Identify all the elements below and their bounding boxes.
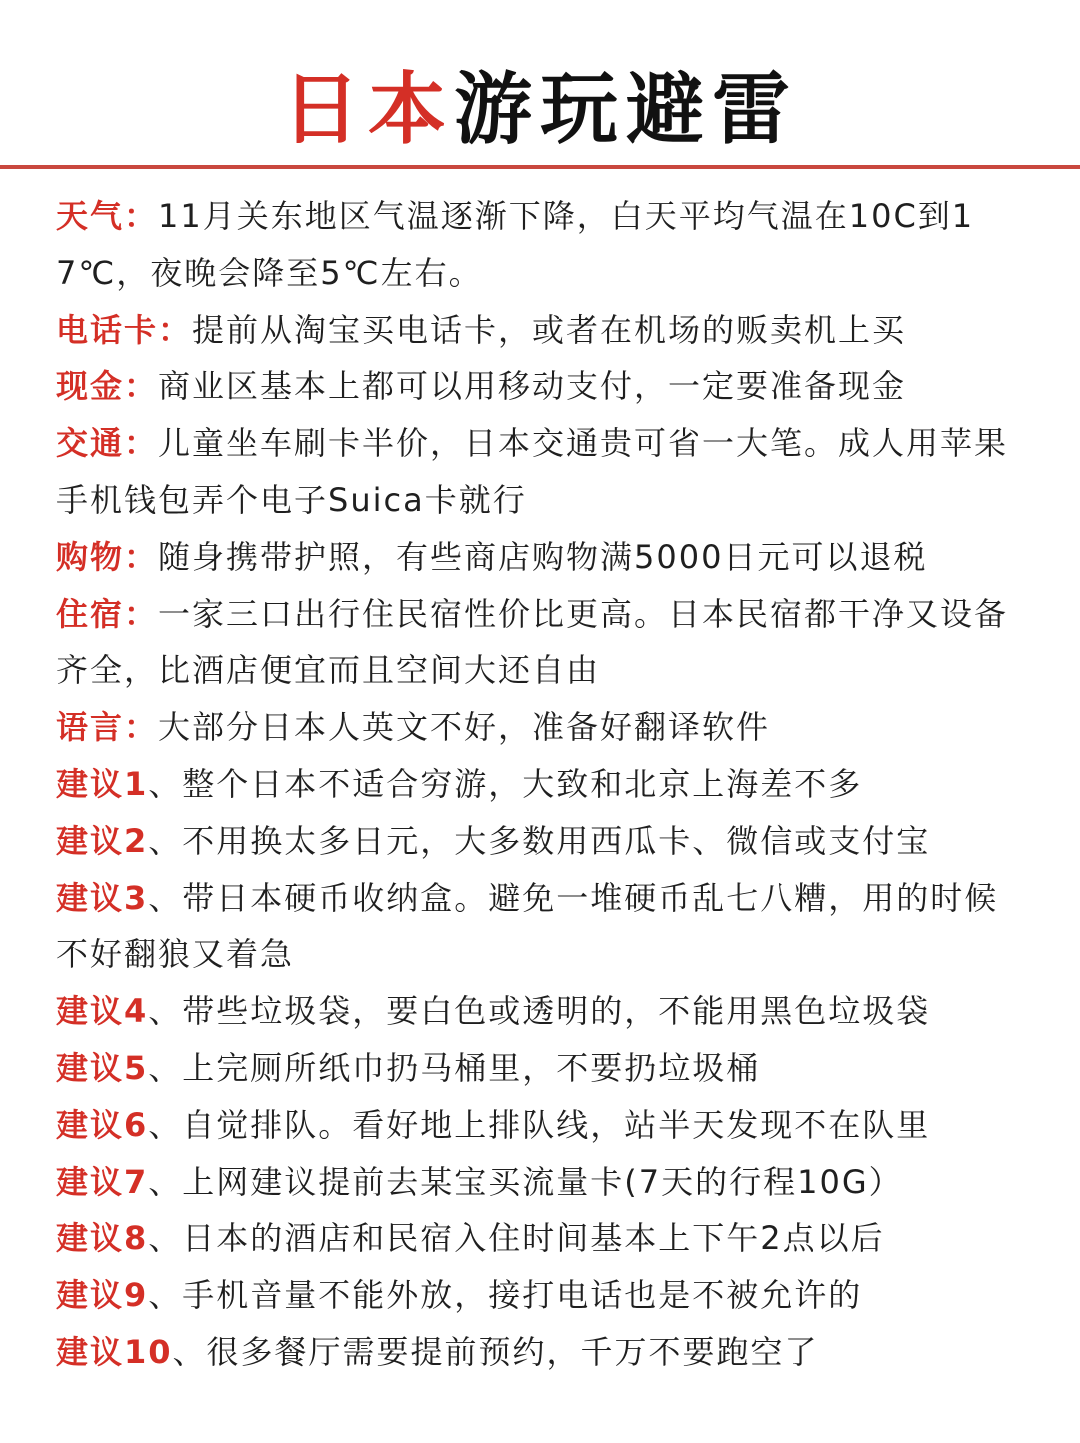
- tip-label: 建议4: [56, 992, 149, 1031]
- tip-weather: [56, 188, 1028, 302]
- tip-text: 、自觉排队。看好地上排队线，站半天发现不在队里: [148, 1105, 931, 1144]
- tip-label: 建议1: [56, 764, 149, 803]
- tip-text: 、很多餐厅需要提前预约，千万不要跑空了: [172, 1332, 819, 1371]
- title-rest: 游玩避雷: [454, 65, 799, 155]
- tip-label: 建议2: [56, 821, 149, 860]
- suggestion-8: [56, 1210, 1028, 1267]
- suggestion-5: [56, 1040, 1028, 1097]
- tip-label: 天气：: [56, 197, 159, 235]
- tip-text: 、手机音量不能外放，接打电话也是不被允许的: [148, 1276, 863, 1315]
- tip-cash: [56, 358, 1028, 415]
- tip-label: 建议5: [56, 1048, 149, 1087]
- suggestion-1: [56, 756, 1028, 813]
- tip-label: 建议8: [56, 1219, 149, 1258]
- tip-lodging: [56, 586, 1028, 700]
- tip-label: 住宿：: [56, 594, 159, 633]
- tip-label: 建议3: [56, 878, 149, 917]
- tip-text: 、整个日本不适合穷游，大致和北京上海差不多: [148, 764, 863, 803]
- suggestion-6: [56, 1097, 1028, 1154]
- tip-text: 、上完厕所纸巾扔马桶里，不要扔垃圾桶: [148, 1048, 761, 1087]
- tip-shopping: [56, 529, 1028, 586]
- title-divider: [0, 165, 1080, 169]
- tip-label: 建议10: [56, 1332, 173, 1371]
- tip-text: 、上网建议提前去某宝买流量卡(7天的行程10G）: [148, 1162, 903, 1201]
- tip-text: 、带日本硬币收纳盒。避免一堆硬币乱七八糟，用的时候不好翻狼又着急: [56, 878, 999, 974]
- tip-text: 随身携带护照，有些商店购物满5000日元可以退税: [158, 537, 928, 576]
- tip-label: 交通：: [56, 424, 159, 463]
- suggestion-2: [56, 813, 1028, 870]
- tip-text: 大部分日本人英文不好，准备好翻译软件: [158, 708, 771, 747]
- tip-label: 购物：: [56, 537, 159, 576]
- tip-text: 、不用换太多日元，大多数用西瓜卡、微信或支付宝: [148, 821, 931, 860]
- page-title: [0, 62, 1080, 158]
- tip-label: 电话卡：: [56, 310, 193, 349]
- tips-list: [56, 188, 1028, 1381]
- tip-language: [56, 699, 1028, 756]
- tip-label: 建议9: [56, 1276, 149, 1315]
- suggestion-4: [56, 983, 1028, 1040]
- title-accent: 日本: [281, 65, 454, 155]
- suggestion-10: [56, 1324, 1028, 1381]
- tip-label: 建议7: [56, 1162, 149, 1201]
- tip-text: 11月关东地区气温逐渐下降，白天平均气温在10C到17℃，夜晚会降至5℃左右。: [56, 197, 975, 292]
- suggestion-9: [56, 1267, 1028, 1324]
- tip-sim-card: [56, 302, 1028, 359]
- tip-text: 儿童坐车刷卡半价，日本交通贵可省一大笔。成人用苹果手机钱包弄个电子Suica卡就行: [56, 424, 1009, 519]
- tip-text: 一家三口出行住民宿性价比更高。日本民宿都干净又设备齐全，比酒店便宜而且空间大还自由: [56, 594, 1009, 690]
- suggestion-7: [56, 1154, 1028, 1211]
- tip-label: 现金：: [56, 367, 159, 406]
- tip-label: 建议6: [56, 1105, 149, 1144]
- tip-transport: [56, 415, 1028, 529]
- tip-text: 、带些垃圾袋，要白色或透明的，不能用黑色垃圾袋: [148, 992, 931, 1031]
- suggestion-3: [56, 870, 1028, 984]
- tip-label: 语言：: [56, 708, 159, 747]
- tip-text: 、日本的酒店和民宿入住时间基本上下午2点以后: [148, 1219, 885, 1258]
- tip-text: 商业区基本上都可以用移动支付，一定要准备现金: [158, 367, 907, 406]
- tip-text: 提前从淘宝买电话卡，或者在机场的贩卖机上买: [192, 310, 907, 349]
